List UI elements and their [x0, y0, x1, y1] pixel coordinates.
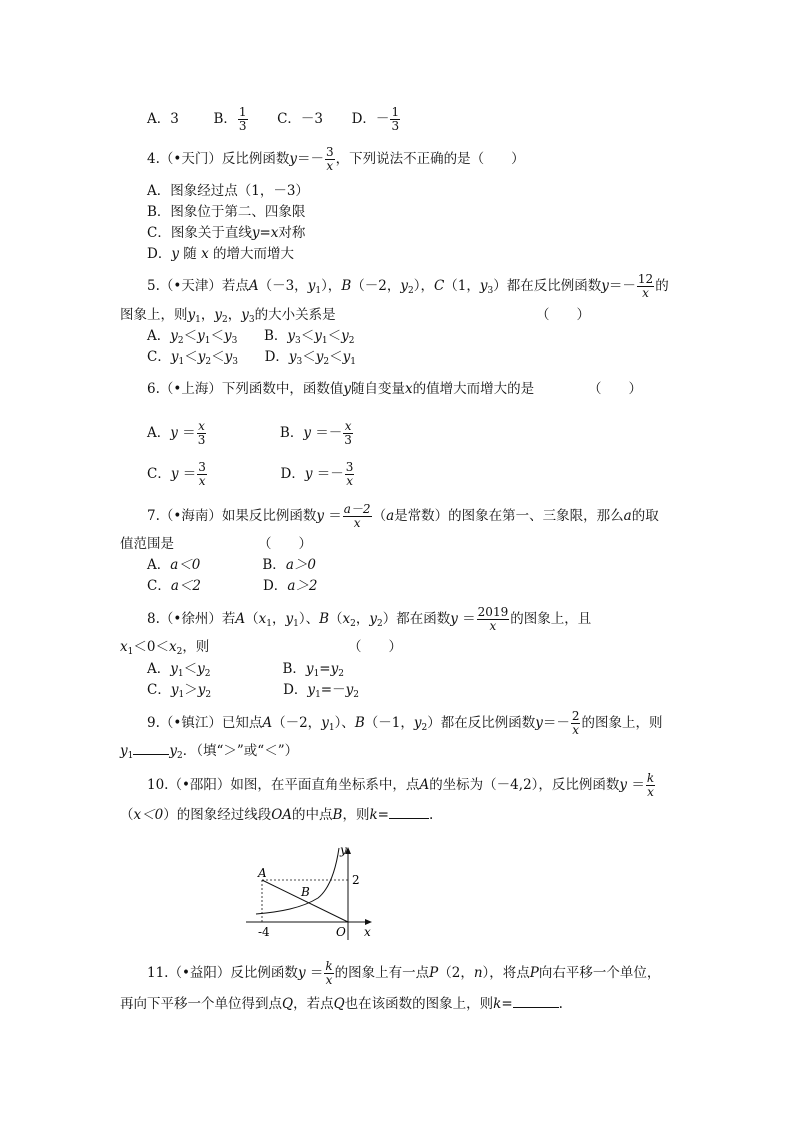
q8-fraction: $\frac{2019}{x}$ [477, 605, 509, 633]
q9-stem-line2: $y_1$ $y_2$．（填“＞”或“＜”） [120, 743, 299, 761]
x-axis-label: x [364, 925, 371, 939]
q9-stem: 9.（•镇江）已知点A（－2，$y_1$）、B（－1，$y_2$）都在反比例函数y＝－ $\frac{2}{x}$ 的图象上，则 [147, 709, 663, 737]
q3-options [147, 106, 401, 133]
q5-options-row2: C．$y_1<y_2<y_3$ D．$y_3<y_2<y_1$ [147, 349, 357, 367]
q10-stem-line2: （x＜0）的图象经过线段OA的中点B，则k= . [120, 807, 434, 823]
q11-fraction: $\frac{k}{x}$ [325, 959, 333, 987]
q4-fraction: $\frac{3}{x}$ [325, 145, 334, 173]
q5-stem: 5.（•天津）若点A（－3，$y_1$），B（－2，$y_2$），C（1，$y_3$）都在反比例函数y＝－ $\frac{12}{x}$ 的 [147, 272, 669, 300]
q5-answer-paren: （ ） [536, 307, 590, 323]
y-axis-label: y [340, 843, 347, 857]
origin-label: O [336, 925, 346, 939]
q8-answer-paren: （ ） [348, 639, 402, 655]
q7-options-row1: A．a＜0 B．a＞0 [147, 557, 316, 573]
point-B-label: B [301, 885, 310, 899]
q3-d-fraction: $\frac{1}{3}$ [391, 105, 400, 133]
q10-stem: 10.（•邵阳）如图，在平面直角坐标系中，点A的坐标为（－4,2），反比例函数y ＝ $\frac{k}{x}$ [147, 771, 655, 799]
q4-option-d: D．y 随 x 的增大而增大 [147, 246, 294, 262]
tick-label-neg4: -4 [258, 925, 270, 939]
q8-stem-line2: $x_1<0<x_2$，则 [120, 639, 210, 657]
q4-option-b: B．图象位于第二、四象限 [147, 204, 306, 220]
tick-label-2: 2 [352, 873, 360, 887]
q10-graph [240, 840, 380, 945]
q3-option-b: B． [213, 111, 237, 127]
q7-stem: 7.（•海南）如果反比例函数y ＝ $\frac{a-2}{x}$ （a是常数）的图象在第一、三象限，那么a的取 [147, 502, 659, 530]
q6-options-row1: A．y ＝ $\frac{x}{3}$ B．y ＝－ $\frac{x}{3}$ [147, 419, 352, 447]
q7-fraction: $\frac{a-2}{x}$ [343, 502, 371, 530]
q5-stem-line2: 图象上，则$y_1$，$y_2$，$y_3$的大小关系是 [120, 307, 336, 325]
point-A-label: A [258, 866, 267, 880]
q10-answer-blank[interactable] [389, 806, 429, 819]
q3-option-c: C．－3 [277, 111, 324, 127]
q11-answer-blank[interactable] [513, 995, 559, 1008]
q3-option-a: A．3 [147, 111, 179, 127]
q8-options-row2: C．$y_1>y_2$ D．$y_1=-y_2$ [147, 682, 359, 700]
hyperbola-curve [256, 848, 339, 914]
q11-stem-line2: 再向下平移一个单位得到点Q，若点Q也在该函数的图象上，则k= . [120, 996, 563, 1012]
q6-stem: 6.（•上海）下列函数中，函数值y随自变量x的值增大而增大的是 [147, 381, 535, 397]
q4-option-a: A．图象经过点（1，－3） [147, 183, 309, 199]
q6-options-row2: C．y ＝ $\frac{3}{x}$ D．y ＝－ $\frac{3}{x}$ [147, 460, 354, 488]
q8-options-row1: A．$y_1<y_2$ B．$y_1=y_2$ [147, 661, 344, 679]
q6-answer-paren: （ ） [588, 381, 642, 397]
q4-stem: 4.（•天门）反比例函数y＝－ $\frac{3}{x}$ ，下列说法不正确的是（ ） [147, 145, 525, 173]
q7-stem-line2: 值范围是 [120, 536, 174, 552]
q9-fraction: $\frac{2}{x}$ [571, 709, 580, 737]
q8-stem: 8.（•徐州）若$A(x_1$，$y_1$）、$B(x_2$，$y_2$）都在函数y ＝ $\frac{2019}{x}$ 的图象上，且 [147, 605, 592, 633]
q3-option-d: D．－ [351, 111, 390, 127]
q3-b-fraction: $\frac{1}{3}$ [238, 105, 247, 133]
q5-options-row1: A．$y_2<y_1<y_3$ B．$y_3<y_1<y_2$ [147, 328, 355, 346]
q5-fraction: $\frac{12}{x}$ [637, 272, 654, 300]
q7-options-row2: C．a＜2 D．a＞2 [147, 578, 318, 594]
q4-option-c: C．图象关于直线y=x对称 [147, 225, 306, 241]
q10-fraction: $\frac{k}{x}$ [646, 771, 655, 799]
q11-stem: 11.（•益阳）反比例函数y ＝ $\frac{k}{x}$ 的图象上有一点P（2，n），将点P向右平移一个单位， [147, 959, 661, 987]
q7-answer-paren: （ ） [258, 536, 312, 552]
q9-answer-blank[interactable] [133, 742, 169, 755]
